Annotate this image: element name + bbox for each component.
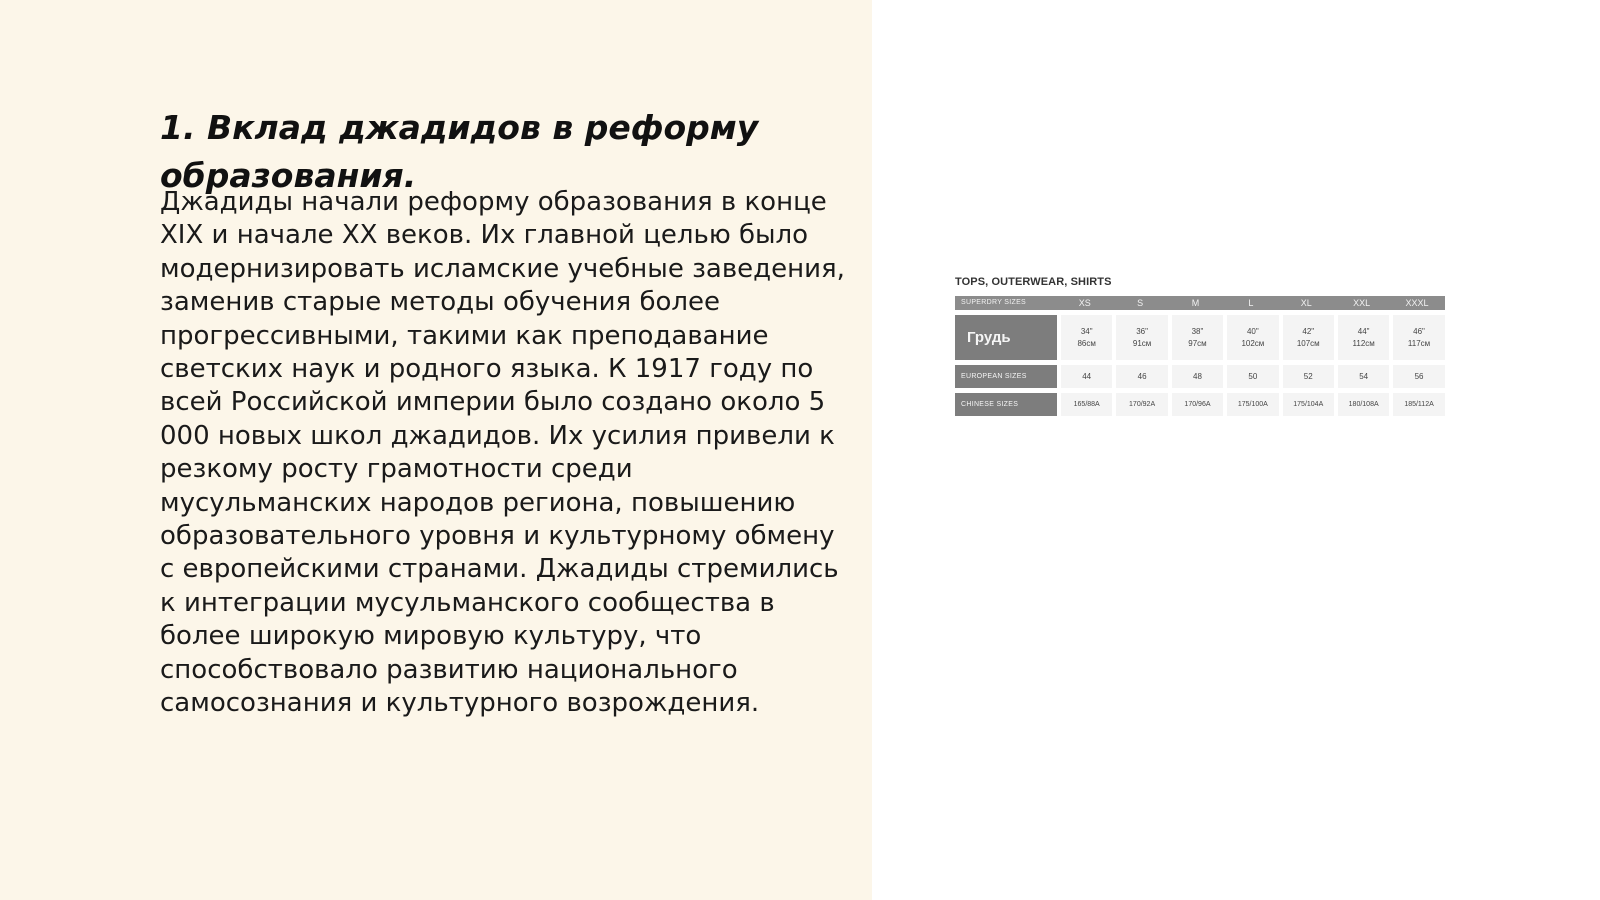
size-chart-image (955, 274, 1445, 416)
size-header-cell: XXXL (1405, 298, 1429, 308)
chinese-size-cell: 170/96A (1172, 393, 1223, 416)
chinese-size-cell: 175/100A (1227, 393, 1278, 416)
european-size-cell: 44 (1061, 365, 1112, 388)
chest-cm: 91см (1132, 338, 1152, 348)
chest-inches: 34" (1080, 326, 1093, 336)
european-size-cell: 48 (1172, 365, 1223, 388)
chest-inches: 40" (1246, 326, 1259, 336)
european-sizes-label: EUROPEAN SIZES (955, 365, 1057, 388)
chest-cm: 107см (1296, 338, 1320, 348)
chinese-size-cell: 185/112A (1393, 393, 1444, 416)
chest-cm: 102см (1241, 338, 1265, 348)
chest-cell (1061, 315, 1112, 360)
size-header-cell: S (1137, 298, 1144, 308)
slide-title: 1. Вклад джадидов в реформу образования. (160, 108, 759, 195)
european-size-cell: 52 (1283, 365, 1334, 388)
chest-cell (1172, 315, 1223, 360)
european-size-cell: 46 (1116, 365, 1167, 388)
chinese-sizes-row (955, 393, 1445, 416)
chest-cm: 117см (1407, 338, 1431, 348)
chest-cell (1338, 315, 1389, 360)
chest-inches: 44" (1357, 326, 1370, 336)
chinese-size-cell: 165/88A (1061, 393, 1112, 416)
size-header-cell: XXL (1353, 298, 1371, 308)
chinese-size-cell: 170/92A (1116, 393, 1167, 416)
chest-cm: 86см (1077, 338, 1096, 348)
chinese-size-cell: 180/108A (1338, 393, 1389, 416)
european-size-cell: 56 (1393, 365, 1444, 388)
chinese-sizes-label: CHINESE SIZES (955, 393, 1057, 416)
european-sizes-row (955, 365, 1445, 388)
chinese-size-cell: 175/104A (1283, 393, 1334, 416)
size-header-cell: XS (1078, 298, 1091, 308)
size-chart-heading: TOPS, OUTERWEAR, SHIRTS (955, 276, 1112, 288)
size-chart-header-row (955, 296, 1445, 310)
image-panel (872, 0, 1600, 900)
chest-inches: 42" (1302, 326, 1315, 336)
chest-cell (1283, 315, 1334, 360)
chest-row (955, 315, 1445, 360)
size-header-cell: XL (1300, 298, 1312, 308)
size-header-cell: L (1248, 298, 1254, 308)
chest-cm: 112см (1352, 338, 1375, 348)
chest-cell (1227, 315, 1278, 360)
chest-cell (1116, 315, 1167, 360)
chest-inches: 36" (1136, 326, 1148, 336)
slide-body-text: Джадиды начали реформу образования в конце XIX и начале XX веков. Их главной целью было модернизировать исламские учебные заведения, заменив старые методы обучения более прогрессивными, такими как преподавание светских наук и родного языка. К 1917 году по всей Российской империи было создано около 5 000 новых школ джадидов. Их усилия привели к резкому росту грамотности среди мусульманских народов региона, повышению образовательного уровня и культурному обмену с европейскими странами. Джадиды стремились к интеграции мусульманского сообщества в более широкую мировую культуру, что способствовало развитию национального самосознания и культурного возрождения. (160, 187, 845, 719)
size-header-cell: M (1191, 298, 1200, 308)
chest-cm: 97см (1188, 338, 1207, 348)
european-size-cell: 50 (1227, 365, 1278, 388)
size-chart-header-label: SUPERDRY SIZES (961, 299, 1027, 306)
european-size-cell: 54 (1338, 365, 1389, 388)
chest-inches: 46" (1413, 326, 1425, 336)
chest-cell (1393, 315, 1444, 360)
chest-row-label: Грудь (955, 315, 1057, 360)
chest-inches: 38" (1191, 326, 1204, 336)
